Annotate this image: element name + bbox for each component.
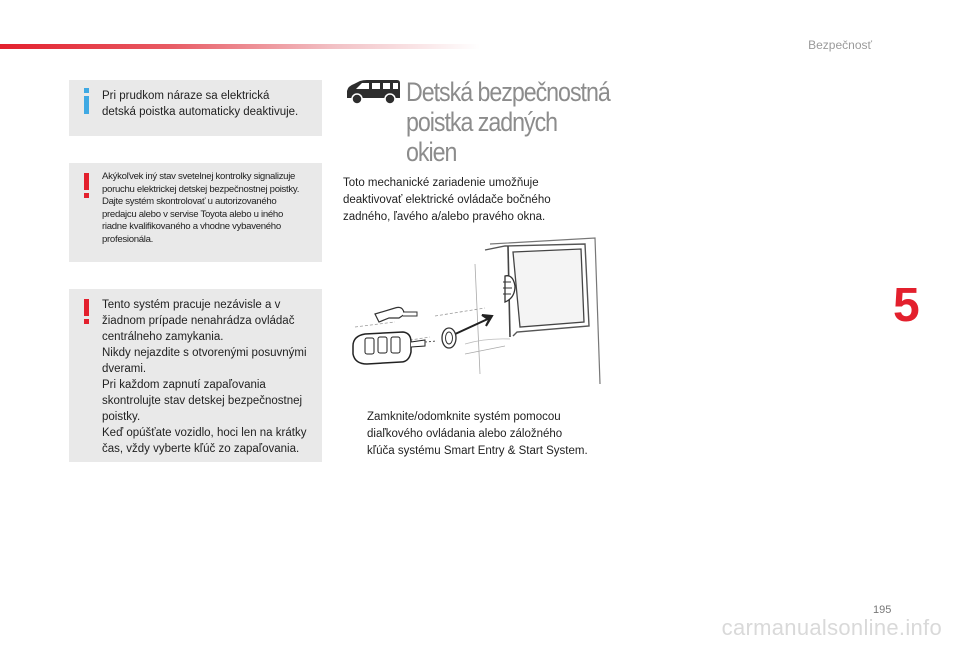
- page-number: 195: [873, 604, 892, 616]
- section-title: Detská bezpečnostná poistka zadných okien: [406, 77, 610, 167]
- warning-note-text: Akýkoľvek iný stav svetelnej kontrolky signalizuje poruchu elektrickej detskej bezpečnostnej poistky. Dajte systém skontrolovať u autorizovaného predajcu alebo v servise Toyota alebo u iného riadne kvalifikovaného a vhodne vybaveného profesionála.: [102, 171, 300, 245]
- watermark: carmanualsonline.info: [721, 615, 942, 640]
- section-name: Bezpečnosť: [808, 38, 872, 52]
- section-intro: Toto mechanické zariadenie umožňuje deaktivovať elektrické ovládače bočného zadného, ľavého a/alebo pravého okna.: [343, 177, 551, 223]
- info-note: [69, 80, 322, 136]
- info-note-text: Pri prudkom náraze sa elektrická detská poistka automaticky deaktivuje.: [102, 90, 299, 118]
- instruction-text: Zamknite/odomknite systém pomocou diaľkového ovládania alebo záložného kľúča systému Smart Entry & Start System.: [367, 411, 588, 457]
- warning-icon: [84, 173, 90, 197]
- van-icon: [343, 79, 401, 105]
- warning-icon: [84, 299, 90, 323]
- warning-note-text: Tento systém pracuje nezávisle a v žiadnom prípade nenahrádza ovládač centrálneho zamykania. Nikdy nejazdite s otvorenými posuvnými dverami. Pri každom zapnutí zapaľovania skontrolujte stav detskej bezpečnostnej poistky. Keď opúšťate vozidlo, hoci len na krátky čas, vždy vyberte kľúč zo zapaľovania.: [102, 299, 307, 455]
- info-icon: [81, 88, 91, 116]
- header-accent-bar: [0, 44, 480, 49]
- warning-note-malfunction: [69, 163, 322, 262]
- child-lock-illustration: [345, 234, 601, 384]
- chapter-number: 5: [893, 279, 920, 332]
- warning-note-operation: [69, 289, 322, 462]
